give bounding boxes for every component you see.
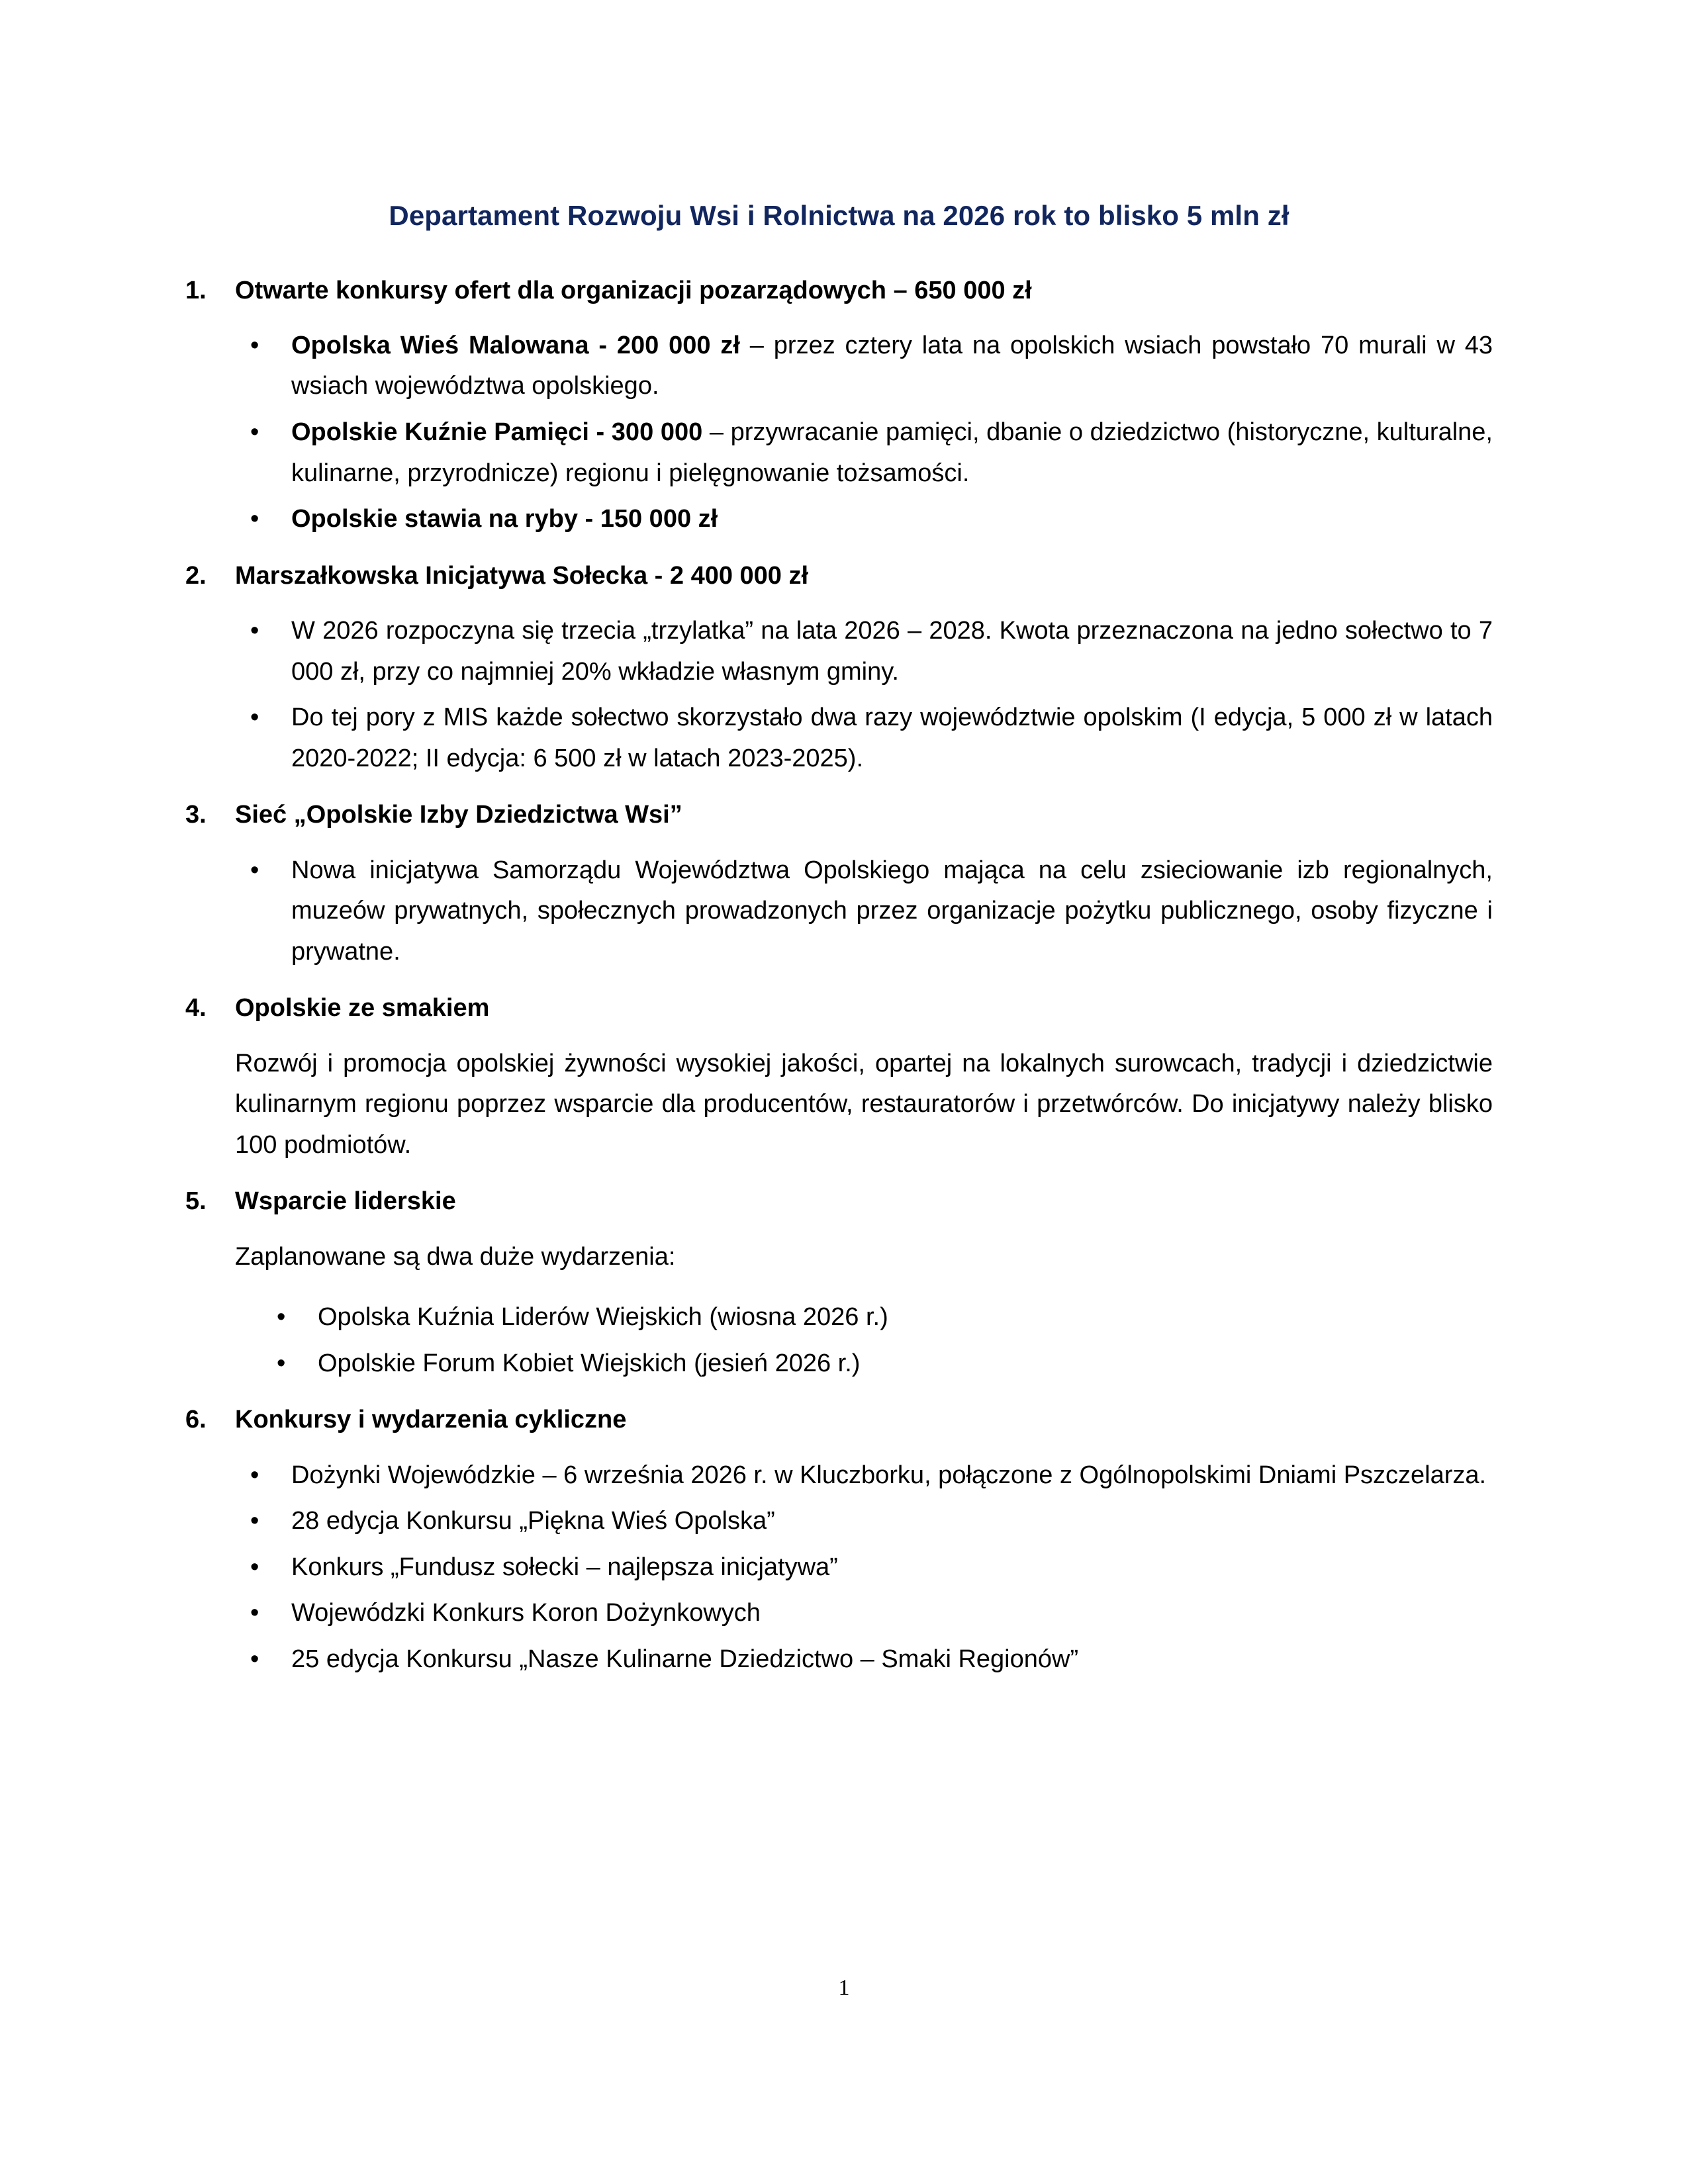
list-item-text: Wojewódzki Konkurs Koron Dożynkowych <box>291 1599 761 1627</box>
section-number: 6. <box>185 1406 207 1434</box>
section-heading <box>185 1185 1493 1218</box>
list-item <box>185 611 1493 692</box>
list-item <box>185 1547 1493 1588</box>
numbered-section <box>185 1185 1493 1384</box>
list-item-text: – przez cztery lata na opolskich wsiach powstało 70 murali w 43 wsiach województwa opolskiego. <box>291 331 1493 400</box>
list-item <box>185 1593 1493 1634</box>
bullet-icon: • <box>250 1507 259 1535</box>
section-number: 3. <box>185 801 207 829</box>
list-item <box>185 499 1493 540</box>
section-heading-text: Konkursy i wydarzenia cykliczne <box>235 1406 627 1434</box>
section-heading-text: Sieć „Opolskie Izby Dziedzictwa Wsi” <box>235 801 682 829</box>
section-heading <box>185 1404 1493 1436</box>
bullet-icon: • <box>277 1349 286 1377</box>
list-item-text: 28 edycja Konkursu „Piękna Wieś Opolska” <box>291 1507 775 1535</box>
list-item-text: Konkurs „Fundusz sołecki – najlepsza inicjatywa” <box>291 1553 838 1581</box>
section-paragraph: Rozwój i promocja opolskiej żywności wysokiej jakości, opartej na lokalnych surowcach, tradycji i dziedzictwie kulinarnym regionu poprzez wsparcie dla producentów, restauratorów i przetwórców. Do inicjatywy należy blisko 100 podmiotów. <box>235 1049 1493 1159</box>
section-heading <box>185 992 1493 1024</box>
bullet-list <box>185 1297 1493 1384</box>
bullet-icon: • <box>250 617 259 645</box>
bullet-icon: • <box>250 1461 259 1489</box>
numbered-section <box>185 275 1493 540</box>
list-item-text: Nowa inicjatywa Samorządu Województwa Opolskiego mająca na celu zsieciowanie izb regionalnych, muzeów prywatnych, społecznych prowadzonych przez organizacje pożytku publicznego, osoby fizyczne i prywatne. <box>291 856 1493 966</box>
section-number: 5. <box>185 1187 207 1216</box>
list-item-label: Opolskie Kuźnie Pamięci - 300 000 <box>291 418 703 446</box>
list-item-text: Opolska Kuźnia Liderów Wiejskich (wiosna 2026 r.) <box>318 1303 888 1332</box>
numbered-section <box>185 799 1493 972</box>
list-item-text: – przywracanie pamięci, dbanie o dziedzictwo (historyczne, kulturalne, kulinarne, przyrodnicze) regionu i pielęgnowanie tożsamości. <box>291 418 1493 487</box>
numbered-section <box>185 560 1493 780</box>
bullet-list <box>185 611 1493 779</box>
list-item <box>185 1501 1493 1542</box>
bullet-list <box>185 850 1493 973</box>
bullet-icon: • <box>250 1645 259 1673</box>
numbered-section <box>185 992 1493 1165</box>
list-item <box>185 850 1493 973</box>
numbered-section-list <box>185 275 1493 1680</box>
section-paragraph: Zaplanowane są dwa duże wydarzenia: <box>235 1242 676 1271</box>
numbered-section <box>185 1404 1493 1680</box>
list-item <box>185 326 1493 407</box>
bullet-list <box>185 1455 1493 1680</box>
bullet-icon: • <box>250 331 259 359</box>
bullet-icon: • <box>250 704 259 732</box>
list-item <box>185 698 1493 779</box>
section-heading <box>185 275 1493 307</box>
page-title: Departament Rozwoju Wsi i Rolnictwa na 2026 rok to blisko 5 mln zł <box>389 200 1289 231</box>
list-item <box>185 1455 1493 1496</box>
section-heading-text: Marszałkowska Inicjatywa Sołecka - 2 400 000 zł <box>235 561 809 590</box>
section-number: 4. <box>185 994 207 1023</box>
list-item <box>185 1639 1493 1680</box>
list-item <box>185 1297 1493 1338</box>
bullet-list <box>185 326 1493 540</box>
page-number: 1 <box>838 1976 850 2000</box>
section-heading-text: Otwarte konkursy ofert dla organizacji pozarządowych – 650 000 zł <box>235 276 1032 304</box>
list-item-text: Opolskie Forum Kobiet Wiejskich (jesień 2026 r.) <box>318 1349 861 1377</box>
list-item-text: Do tej pory z MIS każde sołectwo skorzystało dwa razy województwie opolskim (I edycja, 5 000 zł w latach 2020-2022; II edycja: 6 500 zł w latach 2023-2025). <box>291 704 1493 772</box>
section-heading-text: Opolskie ze smakiem <box>235 994 490 1023</box>
section-number: 2. <box>185 561 207 590</box>
list-item-label: Opolskie stawia na ryby - 150 000 zł <box>291 505 718 533</box>
list-item-text: Dożynki Wojewódzkie – 6 września 2026 r. w Kluczborku, połączone z Ogólnopolskimi Dniami Pszczelarza. <box>291 1461 1487 1489</box>
list-item <box>185 412 1493 494</box>
list-item <box>185 1343 1493 1385</box>
list-item-text: W 2026 rozpoczyna się trzecia „trzylatka” na lata 2026 – 2028. Kwota przeznaczona na jedno sołectwo to 7 000 zł, przy co najmniej 20% wkładzie własnym gminy. <box>291 617 1493 686</box>
bullet-icon: • <box>250 856 259 884</box>
bullet-icon: • <box>277 1303 286 1332</box>
bullet-icon: • <box>250 1553 259 1581</box>
bullet-icon: • <box>250 418 259 446</box>
section-heading-text: Wsparcie liderskie <box>235 1187 456 1216</box>
bullet-icon: • <box>250 1599 259 1627</box>
bullet-icon: • <box>250 505 259 533</box>
list-item-text: 25 edycja Konkursu „Nasze Kulinarne Dziedzictwo – Smaki Regionów” <box>291 1645 1079 1673</box>
section-number: 1. <box>185 276 207 304</box>
section-heading <box>185 560 1493 592</box>
list-item-label: Opolska Wieś Malowana - 200 000 zł <box>291 331 740 359</box>
section-heading <box>185 799 1493 831</box>
